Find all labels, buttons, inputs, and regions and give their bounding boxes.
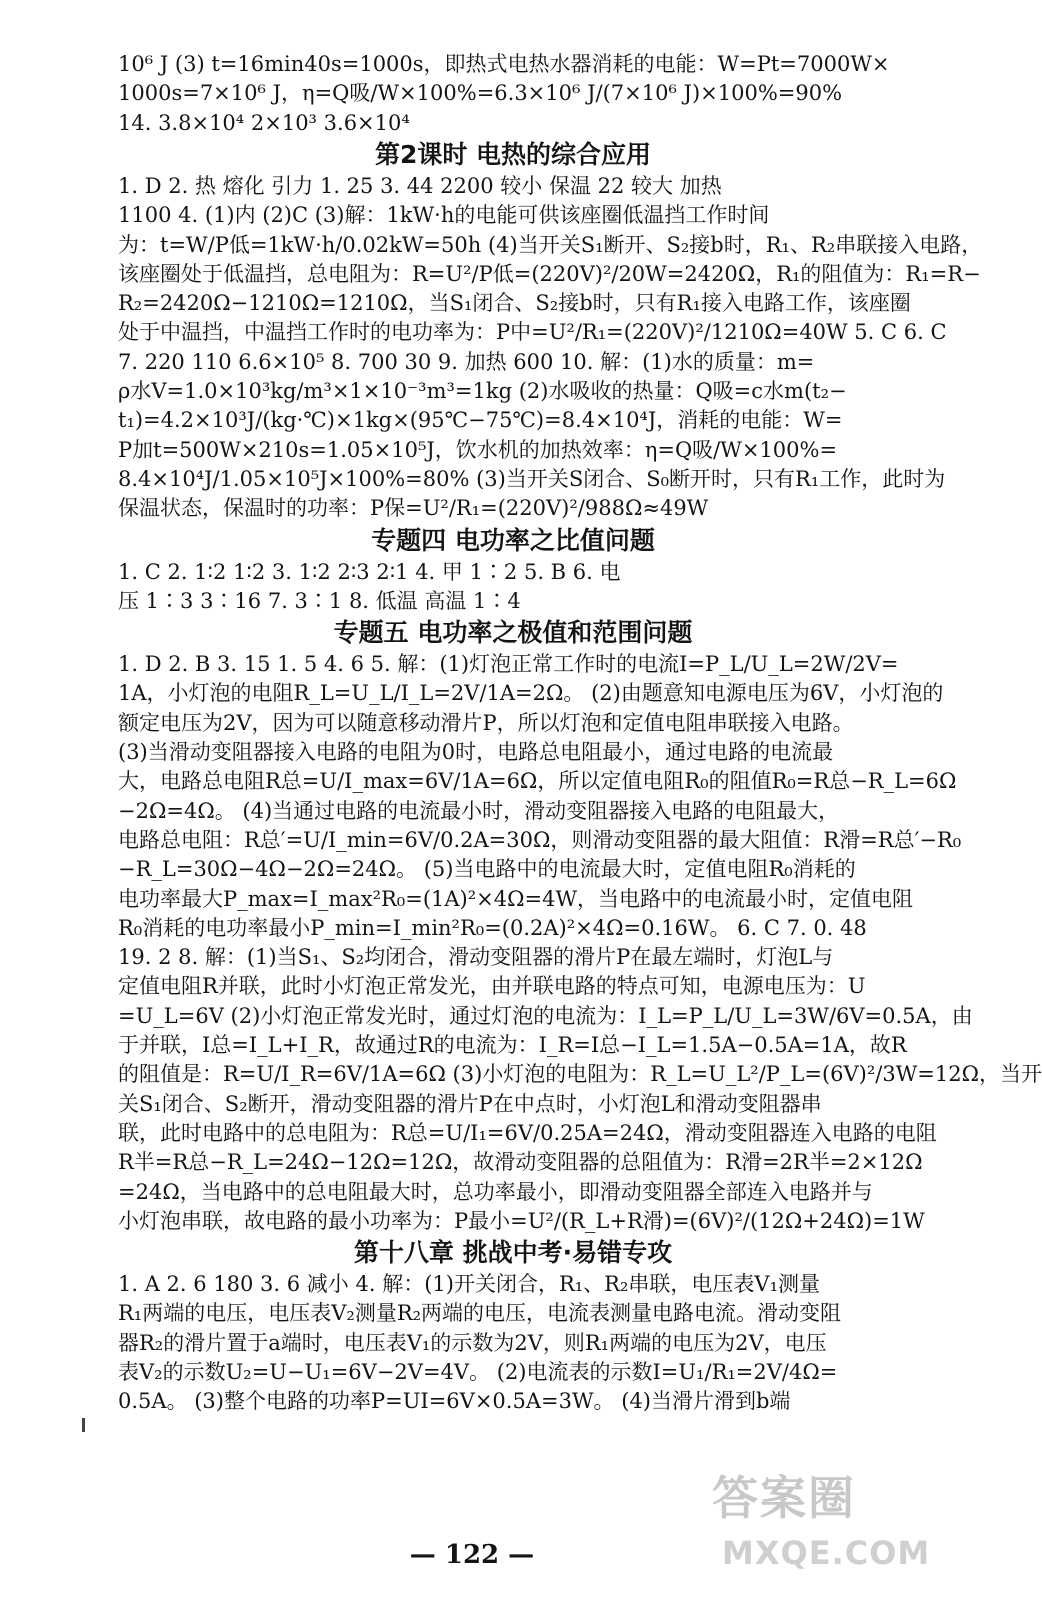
text-line: t₁)=4.2×10³J/(kg·℃)×1kg×(95℃−75℃)=8.4×10⁴J，消耗的电能：W= bbox=[118, 408, 843, 433]
text-line: 1. A 2. 6 180 3. 6 减小 4. 解：(1)开关闭合，R₁、R₂串联，电压表V₁测量 bbox=[118, 1272, 820, 1297]
text-line: P加t=500W×210s=1.05×10⁵J，饮水机的加热效率：η=Q吸/W×100%= bbox=[118, 437, 838, 462]
text-line: R₂=2420Ω−1210Ω=1210Ω，当S₁闭合、S₂接b时，只有R₁接入电路工作，该座圈 bbox=[118, 291, 911, 316]
text-line: 1. C 2. 1∶2 1∶2 3. 1∶2 2∶3 2∶1 4. 甲 1∶2 5. B 6. 电 bbox=[118, 559, 621, 584]
text-line: 14. 3.8×10⁴ 2×10³ 3.6×10⁴ bbox=[118, 110, 410, 135]
text-line: 关S₁闭合、S₂断开，滑动变阻器的滑片P在中点时，小灯泡L和滑动变阻器串 bbox=[118, 1091, 822, 1116]
text-line: 1A，小灯泡的电阻R_L=U_L/I_L=2V/1A=2Ω。 (2)由题意知电源电压为6V，小灯泡的 bbox=[118, 681, 944, 706]
text-line: R₀消耗的电功率最小P_min=I_min²R₀=(0.2A)²×4Ω=0.16W。 6. C 7. 0. 48 bbox=[118, 915, 867, 940]
text-line: 处于中温挡，中温挡工作时的电功率为：P中=U²/R₁=(220V)²/1210Ω=40W 5. C 6. C bbox=[118, 320, 947, 345]
watermark-url: MXQE.COM bbox=[722, 1534, 931, 1572]
section-heading: 专题四 电功率之比值问题 bbox=[371, 525, 655, 555]
text-line: R₁两端的电压，电压表V₂测量R₂两端的电压，电流表测量电路电流。滑动变阻 bbox=[118, 1301, 842, 1326]
text-line: 电路总电阻：R总′=U/I_min=6V/0.2A=30Ω，则滑动变阻器的最大阻值：R滑=R总′−R₀ bbox=[118, 827, 962, 852]
text-line: 表V₂的示数U₂=U−U₁=6V−2V=4V。 (2)电流表的示数I=U₁/R₁=2V/4Ω= bbox=[118, 1360, 838, 1384]
text-line: ρ水V=1.0×10³kg/m³×1×10⁻³m³=1kg (2)水吸收的热量：Q吸=c水m(t₂− bbox=[118, 379, 847, 403]
text-line: 8.4×10⁴J/1.05×10⁵J×100%=80% (3)当开关S闭合、S₀断开时，只有R₁工作，此时为 bbox=[118, 466, 946, 491]
text-line: 1000s=7×10⁶ J，η=Q吸/W×100%=6.3×10⁶ J/(7×10⁶ J)×100%=90% bbox=[118, 81, 843, 106]
text-line: (3)当滑动变阻器接入电路的电阻为0时，电路总电阻最小，通过电路的电流最 bbox=[118, 740, 834, 764]
text-line: 联，此时电路中的总电阻为：R总=U/I₁=6V/0.25A=24Ω，滑动变阻器连入电路的电阻 bbox=[118, 1120, 937, 1145]
section-heading: 专题五 电功率之极值和范围问题 bbox=[333, 618, 693, 648]
margin-mark bbox=[82, 1418, 85, 1432]
text-line: 1100 4. (1)内 (2)C (3)解：1kW·h的电能可供该座圈低温挡工作时间 bbox=[118, 203, 770, 228]
watermark bbox=[712, 1462, 931, 1582]
text-line: 大，电路总电阻R总=U/I_max=6V/1A=6Ω，所以定值电阻R₀的阻值R₀=R总−R_L=6Ω bbox=[118, 769, 957, 794]
text-line: 10⁶ J (3) t=16min40s=1000s，即热式电热水器消耗的电能：W=Pt=7000W× bbox=[118, 52, 890, 76]
text-line: =U_L=6V (2)小灯泡正常发光时，通过灯泡的电流为：I_L=P_L/U_L=3W/6V=0.5A，由 bbox=[118, 1003, 973, 1028]
text-line: 定值电阻R并联，此时小灯泡正常发光，由并联电路的特点可知，电源电压为：U bbox=[118, 974, 866, 999]
text-line: 电功率最大P_max=I_max²R₀=(1A)²×4Ω=4W，当电路中的电流最小时，定值电阻 bbox=[118, 886, 914, 911]
text-line: 小灯泡串联，故电路的最小功率为：P最小=U²/(R_L+R滑)=(6V)²/(12Ω+24Ω)=1W bbox=[118, 1208, 925, 1233]
text-line: −2Ω=4Ω。 (4)当通过电路的电流最小时，滑动变阻器接入电路的电阻最大， bbox=[118, 798, 840, 823]
text-line: 的阻值是：R=U/I_R=6V/1A=6Ω (3)小灯泡的电阻为：R_L=U_L²/P_L=(6V)²/3W=12Ω，当开 bbox=[118, 1062, 1042, 1087]
text-line: R半=R总−R_L=24Ω−12Ω=12Ω，故滑动变阻器的总阻值为：R滑=2R半=2×12Ω bbox=[118, 1150, 923, 1175]
text-line: 额定电压为2V，因为可以随意移动滑片P，所以灯泡和定值电阻串联接入电路。 bbox=[118, 710, 854, 735]
text-line: 保温状态，保温时的功率：P保=U²/R₁=(220V)²/988Ω≈49W bbox=[118, 496, 709, 521]
text-line: 于并联，I总=I_L+I_R，故通过R的电流为：I_R=I总−I_L=1.5A−0.5A=1A，故R bbox=[118, 1033, 907, 1057]
watermark-logo: 答案圈 bbox=[712, 1471, 856, 1525]
text-line: 压 1∶3 3∶16 7. 3∶1 8. 低温 高温 1∶4 bbox=[118, 588, 521, 613]
text-line: 器R₂的滑片置于a端时，电压表V₁的示数为2V，则R₁两端的电压为2V，电压 bbox=[118, 1330, 827, 1355]
text-line: 19. 2 8. 解：(1)当S₁、S₂均闭合，滑动变阻器的滑片P在最左端时，灯泡L与 bbox=[118, 945, 834, 970]
text-line: =24Ω，当电路中的总电阻最大时，总功率最小，即滑动变阻器全部连入电路并与 bbox=[118, 1179, 873, 1204]
text-line: 该座圈处于低温挡，总电阻为：R=U²/P低=(220V)²/20W=2420Ω，R₁的阻值为：R₁=R− bbox=[118, 261, 981, 286]
section-heading: 第十八章 挑战中考·易错专攻 bbox=[353, 1238, 673, 1268]
text-line: 0.5A。 (3)整个电路的功率P=UI=6V×0.5A=3W。 (4)当滑片滑到b端 bbox=[118, 1389, 791, 1414]
text-line: 1. D 2. B 3. 15 1. 5 4. 6 5. 解：(1)灯泡正常工作时的电流I=P_L/U_L=2W/2V= bbox=[118, 652, 899, 677]
text-line: 1. D 2. 热 熔化 引力 1. 25 3. 44 2200 较小 保温 22 较大 加热 bbox=[118, 173, 722, 198]
section-heading: 第2课时 电热的综合应用 bbox=[374, 139, 652, 169]
text-line: −R_L=30Ω−4Ω−2Ω=24Ω。 (5)当电路中的电流最大时，定值电阻R₀消耗的 bbox=[118, 857, 856, 882]
page-number: — 122 — bbox=[409, 1540, 535, 1570]
text-line: 为：t=W/P低=1kW·h/0.02kW=50h (4)当开关S₁断开、S₂接b时，R₁、R₂串联接入电路， bbox=[118, 232, 983, 257]
text-line: 7. 220 110 6.6×10⁵ 8. 700 30 9. 加热 600 10. 解：(1)水的质量：m= bbox=[118, 349, 815, 374]
